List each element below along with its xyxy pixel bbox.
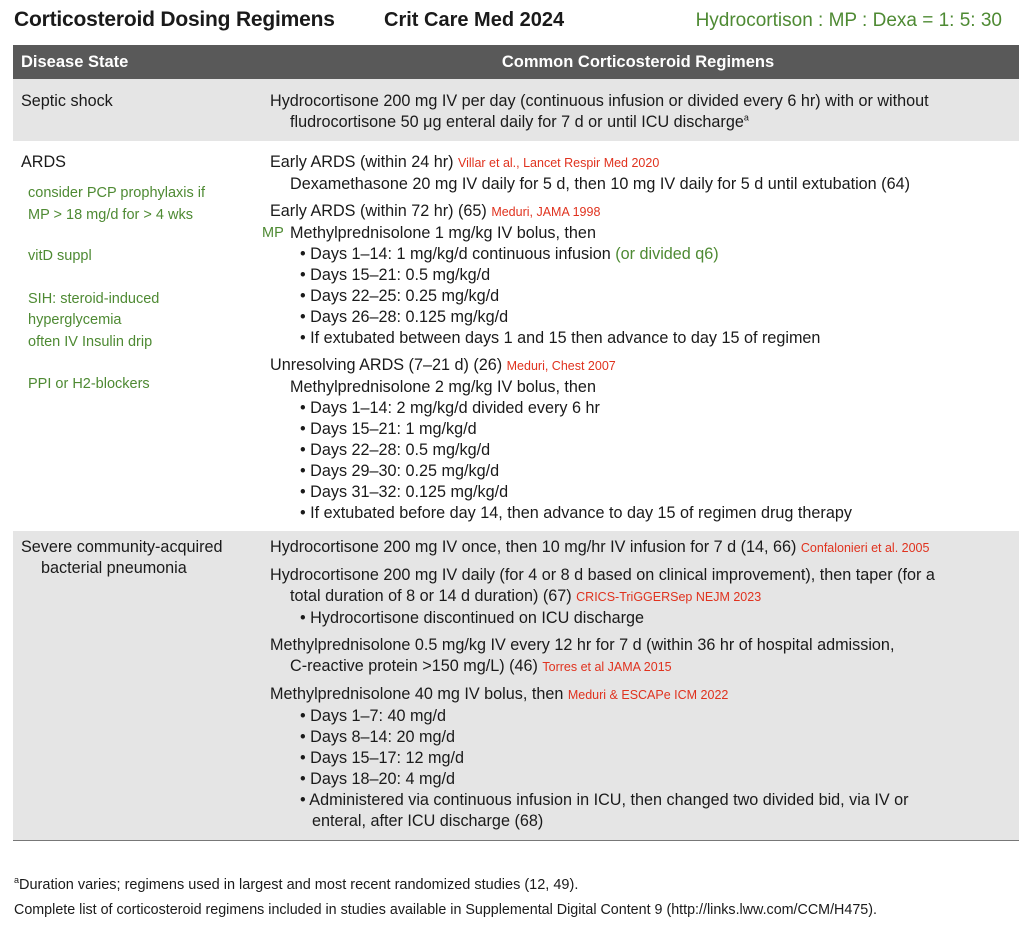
dose-item: • Days 18–20: 4 mg/d [300,770,456,788]
dose-item: • Days 15–17: 12 mg/d [300,749,465,767]
regimen-text: Methylprednisolone 40 mg IV bolus, then [270,685,564,703]
dose-text: • Days 1–14: 1 mg/kg/d continuous infusion [300,245,611,263]
footnote-duration [14,877,578,893]
disease-name: bacterial pneumonia [41,559,187,577]
regimen-line: Methylprednisolone 2 mg/kg IV bolus, then [290,378,596,396]
column-header-regimens: Common Corticosteroid Regimens [257,45,1019,79]
reference-label: Torres et al JAMA 2015 [542,660,672,674]
footnote-marker: a [743,112,749,123]
regimen-line: Dexamethasone 20 mg IV daily for 5 d, then 10 mg IV daily for 5 d until extubation (64) [290,175,910,193]
regimen-text: total duration of 8 or 14 d duration) (67) [290,587,572,605]
regimen-line: Hydrocortisone 200 mg IV per day (continuous infusion or divided every 6 hr) with or without [270,92,929,110]
regimen-text: fludrocortisone 50 μg enteral daily for 7 d or until ICU discharge [290,113,744,131]
dose-item: • Days 1–7: 40 mg/d [300,707,447,725]
disease-cell [13,79,257,142]
note-line: hyperglycemia [28,312,122,328]
dose-note: (or divided q6) [615,245,719,263]
disease-cell [13,142,257,530]
regimen-cell [257,530,1019,841]
reference-label: Villar et al., Lancet Respir Med 2020 [458,156,660,170]
note-line: consider PCP prophylaxis if [28,185,206,201]
regimen-text: Unresolving ARDS (7–21 d) (26) [270,356,503,374]
regimen-table [13,45,1019,841]
footnote-text: Duration varies; regimens used in largest and most recent randomized studies (12, 49). [19,877,579,893]
dose-item: • Days 15–21: 1 mg/kg/d [300,420,477,438]
dose-item: • Hydrocortisone discontinued on ICU discharge [300,609,644,627]
row-pneumonia [13,530,1019,841]
journal-label: Crit Care Med 2024 [384,9,565,31]
note-line: vitD suppl [28,248,92,264]
dose-item: • Days 31–32: 0.125 mg/kg/d [300,483,509,501]
dose-item: • If extubated before day 14, then advance to day 15 of regimen drug therapy [300,504,852,522]
dose-item: • Days 26–28: 0.125 mg/kg/d [300,308,509,326]
disease-name: Septic shock [21,92,113,110]
regimen-cell [257,79,1019,142]
regimen-heading [270,355,1007,377]
regimen-text: Hydrocortisone 200 mg IV once, then 10 mg/hr IV infusion for 7 d (14, 66) [270,538,797,556]
reference-label: Meduri, JAMA 1998 [491,205,601,219]
regimen-text: Early ARDS (within 72 hr) (65) [270,202,487,220]
potency-ratio: Hydrocortison : MP : Dexa = 1: 5: 30 [695,10,1002,31]
reference-label: Meduri, Chest 2007 [506,359,616,373]
row-septic-shock [13,79,1019,142]
dose-item [270,244,1007,265]
regimen-text: Methylprednisolone 1 mg/kg IV bolus, then [290,224,596,242]
note-line: often IV Insulin drip [28,333,153,350]
note-line: SIH: steroid-induced [28,290,160,307]
page-header [0,4,1024,38]
regimen-text: C-reactive protein >150 mg/L) (46) [290,657,538,675]
disease-name: ARDS [21,153,66,171]
footnote-marker: a [14,875,20,886]
regimen-line: Hydrocortisone 200 mg IV daily (for 4 or 8 d based on clinical improvement), then taper (for a [270,566,935,584]
reference-label: Meduri & ESCAPe ICM 2022 [567,688,729,702]
regimen-heading [270,152,1007,174]
disease-cell [13,530,257,841]
regimen-line [270,112,1007,133]
regimen-line [270,537,1007,559]
footnote-supplement: Complete list of corticosteroid regimens included in studies available in Supplemental Digital Content 9 (http://links.lww.com/CCM/H475). [14,902,877,918]
dose-item: • Days 22–28: 0.5 mg/kg/d [300,441,491,459]
dose-item: • Days 29–30: 0.25 mg/kg/d [300,462,500,480]
dose-item: • If extubated between days 1 and 15 then advance to day 15 of regimen [300,329,821,347]
regimen-line [270,586,1007,608]
row-ards [13,142,1019,530]
dose-item: • Days 22–25: 0.25 mg/kg/d [300,287,500,305]
dose-item: enteral, after ICU discharge (68) [312,812,544,830]
reference-label: Confalonieri et al. 2005 [800,541,930,555]
table-header-row [13,45,1019,79]
regimen-cell [257,142,1019,530]
regimen-line [262,223,1007,244]
dose-item: • Days 15–21: 0.5 mg/kg/d [300,266,491,284]
column-header-disease: Disease State [13,45,257,79]
regimen-heading [270,201,1007,223]
note-line: PPI or H2-blockers [28,376,150,392]
regimen-line [270,656,1007,678]
dose-item: • Days 8–14: 20 mg/d [300,728,456,746]
disease-name: Severe community-acquired [21,538,223,556]
regimen-line: Methylprednisolone 0.5 mg/kg IV every 12 hr for 7 d (within 36 hr of hospital admission, [270,636,895,654]
regimen-line [270,684,1007,706]
dose-item: • Days 1–14: 2 mg/kg/d divided every 6 hr [300,399,600,417]
dose-item: • Administered via continuous infusion in ICU, then changed two divided bid, via IV or [300,791,909,809]
reference-label: CRICS-TriGGERSep NEJM 2023 [576,590,762,604]
regimen-text: Early ARDS (within 24 hr) [270,153,454,171]
note-line: MP > 18 mg/d for > 4 wks [28,206,193,223]
page-title: Corticosteroid Dosing Regimens [14,8,335,31]
ards-notes [21,183,257,396]
mp-tag: MP [262,225,284,241]
